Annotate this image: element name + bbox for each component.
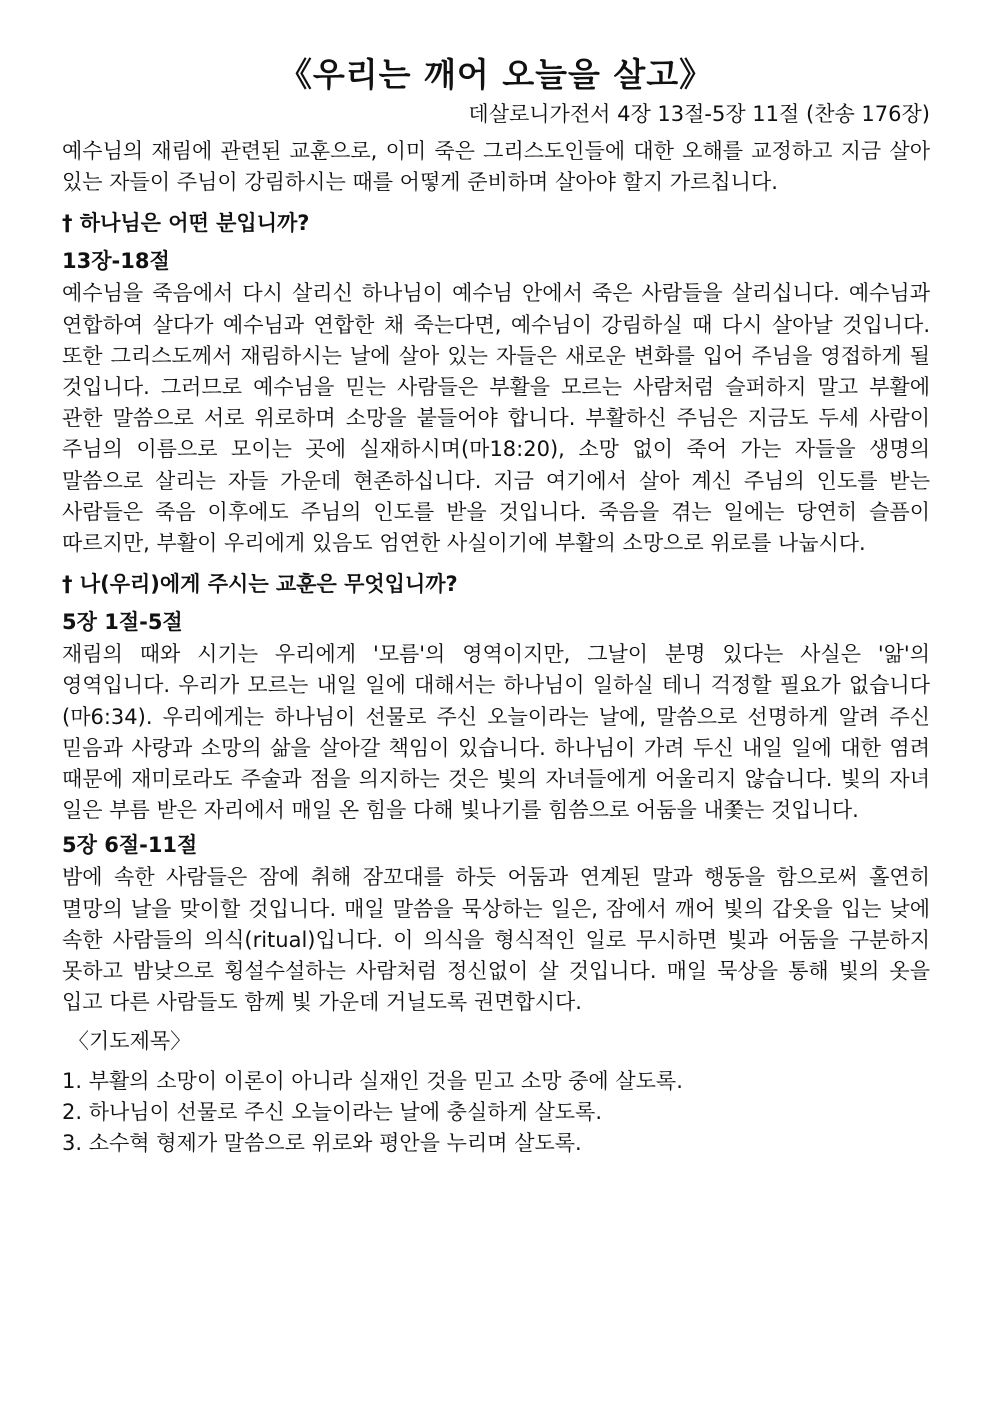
- page-title: 《우리는 깨어 오늘을 살고》: [278, 55, 714, 94]
- devotional-page: [62, 52, 930, 1159]
- section2-paragraph-2: 밤에 속한 사람들은 잠에 취해 잠꼬대를 하듯 어둠과 연계된 말과 행동을 함으로써 홀연히 멸망의 날을 맞이할 것입니다. 매일 말씀을 묵상하는 일은, 잠에서 깨어 빛의 갑옷을 입는 낮에 속한 사람들의 의식(ritual)입니다. 이 의식을 형식적인 일로 무시하면 빛과 어둠을 구분하지 못하고 밤낮으로 횡설수설하는 사람처럼 정신없이 살 것입니다. 매일 묵상을 통해 빛의 옷을 입고 다른 사람들도 함께 빛 가운데 거닐도록 권면합시다.: [62, 865, 931, 1015]
- scripture-reference: 데살로니가전서 4장 13절-5장 11절 (찬송 176장): [468, 102, 930, 126]
- intro-paragraph: 예수님의 재림에 관련된 교훈으로, 이미 죽은 그리스도인들에 대한 오해를 교정하고 지금 살아 있는 자들이 주님이 강림하시는 때를 어떻게 준비하며 살아야 할지 가르칩니다.: [62, 139, 930, 195]
- prayer-item: 3. 소수혁 형제가 말씀으로 위로와 평안을 누리며 살도록.: [62, 1131, 582, 1156]
- section2-verse-range-1: 5장 1절-5절: [62, 610, 183, 635]
- section1-verse-range: 13장-18절: [62, 249, 170, 274]
- section2-paragraph-1: 재림의 때와 시기는 우리에게 '모름'의 영역이지만, 그날이 분명 있다는 사실은 '앎'의 영역입니다. 우리가 모르는 내일 일에 대해서는 하나님이 일하실 테니 걱정할 필요가 없습니다(마6:34). 우리에게는 하나님이 선물로 주신 오늘이라는 날에, 말씀으로 선명하게 알려 주신 믿음과 사랑과 소망의 삶을 살아갈 책임이 있습니다. 하나님이 가려 두신 내일 일에 대한 염려 때문에 재미로라도 주술과 점을 의지하는 것은 빛의 자녀들에게 어울리지 않습니다. 빛의 자녀 일은 부름 받은 자리에서 매일 온 힘을 다해 빛나기를 힘씀으로 어둠을 내쫓는 것입니다.: [62, 642, 930, 823]
- section1-heading: † 하나님은 어떤 분입니까?: [62, 211, 310, 236]
- prayer-title: 〈기도제목〉: [68, 1029, 192, 1054]
- prayer-item: 1. 부활의 소망이 이론이 아니라 실재인 것을 믿고 소망 중에 살도록.: [62, 1069, 683, 1094]
- section1-paragraph: 예수님을 죽음에서 다시 살리신 하나님이 예수님 안에서 죽은 사람들을 살리십니다. 예수님과 연합하여 살다가 예수님과 연합한 채 죽는다면, 예수님이 강림하실 때 다시 살아날 것입니다. 또한 그리스도께서 재림하시는 날에 살아 있는 자들은 새로운 변화를 입어 주님을 영접하게 될 것입니다. 그러므로 예수님을 믿는 사람들은 부활을 모르는 사람처럼 슬퍼하지 말고 부활에 관한 말씀으로 서로 위로하며 소망을 붙들어야 합니다. 부활하신 주님은 지금도 두세 사람이 주님의 이름으로 모이는 곳에 실재하시며(마18:20), 소망 없이 죽어 가는 자들을 생명의 말씀으로 살리는 자들 가운데 현존하십니다. 지금 여기에서 살아 계신 주님의 인도를 받는 사람들은 죽음 이후에도 주님의 인도를 받을 것입니다. 죽음을 겪는 일에는 당연히 슬픔이 따르지만, 부활이 우리에게 있음도 엄연한 사실이기에 부활의 소망으로 위로를 나눕시다.: [62, 281, 930, 556]
- prayer-item: 2. 하나님이 선물로 주신 오늘이라는 날에 충실하게 살도록.: [62, 1100, 603, 1125]
- section2-heading: † 나(우리)에게 주시는 교훈은 무엇입니까?: [62, 572, 458, 597]
- section2-verse-range-2: 5장 6절-11절: [62, 833, 198, 858]
- prayer-list: [62, 1066, 930, 1159]
